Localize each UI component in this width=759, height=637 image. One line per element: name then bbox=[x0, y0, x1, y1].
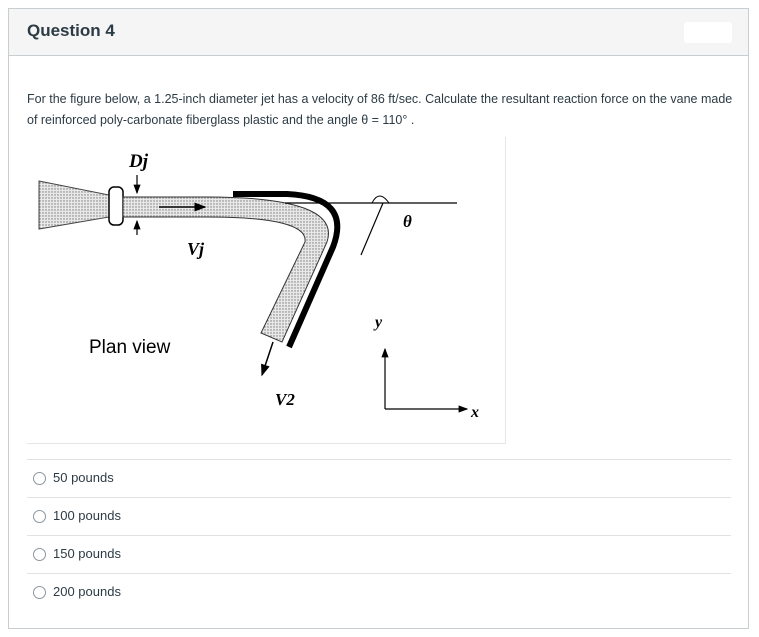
nozzle-flange bbox=[109, 187, 123, 225]
answer-list bbox=[27, 459, 731, 611]
answer-label[interactable]: 150 pounds bbox=[53, 546, 121, 561]
answer-option-2[interactable] bbox=[27, 497, 731, 535]
angle-line bbox=[361, 203, 383, 255]
answer-label[interactable]: 100 pounds bbox=[53, 508, 121, 523]
points-box bbox=[684, 22, 732, 43]
answer-label[interactable]: 50 pounds bbox=[53, 470, 114, 485]
v2-arrow bbox=[262, 342, 273, 375]
radio-button[interactable] bbox=[33, 586, 46, 599]
question-card bbox=[8, 8, 749, 629]
question-text: For the figure below, a 1.25-inch diameter jet has a velocity of 86 ft/sec. Calculate the resultant reaction force on the vane made of reinforced poly-carbonate fiberglass plastic and the angle θ = 110° . bbox=[27, 92, 733, 127]
x-label: x bbox=[471, 404, 479, 421]
theta-label: θ bbox=[403, 212, 412, 231]
dj-label: Dj bbox=[129, 151, 148, 172]
radio-button[interactable] bbox=[33, 548, 46, 561]
answer-label[interactable]: 200 pounds bbox=[53, 584, 121, 599]
question-figure bbox=[27, 137, 506, 444]
v2-label: V2 bbox=[275, 390, 295, 409]
question-header bbox=[9, 9, 748, 56]
answer-option-4[interactable] bbox=[27, 573, 731, 611]
plan-view-label: Plan view bbox=[89, 337, 171, 358]
radio-button[interactable] bbox=[33, 510, 46, 523]
vj-label: Vj bbox=[187, 239, 205, 259]
answer-option-3[interactable] bbox=[27, 535, 731, 573]
answer-option-1[interactable] bbox=[27, 459, 731, 497]
theta-arc bbox=[372, 196, 389, 203]
jet-vane-diagram bbox=[27, 137, 505, 443]
y-label: y bbox=[375, 314, 383, 331]
nozzle-body bbox=[39, 181, 109, 229]
radio-button[interactable] bbox=[33, 472, 46, 485]
question-title: Question 4 bbox=[27, 21, 115, 40]
